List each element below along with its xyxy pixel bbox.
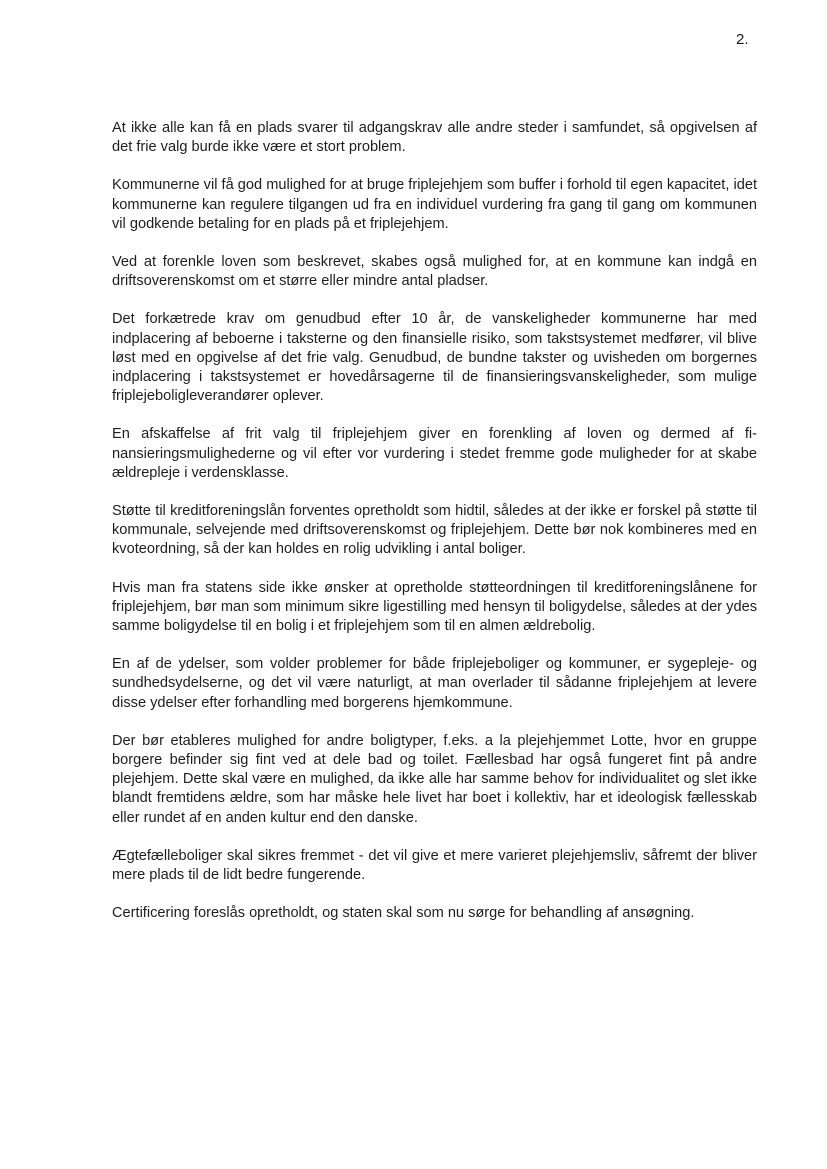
paragraph-8: En af de ydelser, som volder problemer for både friplejeboliger og kommuner, er sygepleje- og sundhedsydelserne, og det vil være naturligt, at man overlader til sådanne friplejehjem at levere disse ydelser efter forhandling med borgerens hjemkommune. <box>112 656 757 711</box>
paragraph-1: At ikke alle kan få en plads svarer til adgangskrav alle andre steder i samfundet, så opgivelsen af det frie valg burde ikke være et stort problem. <box>112 120 757 156</box>
paragraph-2: Kommunerne vil få god mulighed for at bruge friplejehjem som buffer i forhold til egen kapacitet, idet kommunerne kan regulere tilgangen ud fra en individuel vurdering fra gang til gang om kommunen vil godkende betaling for en plads på et friplejehjem. <box>112 177 757 232</box>
paragraph-9: Der bør etableres mulighed for andre boligtyper, f.eks. a la plejehjemmet Lotte, hvor en gruppe borgere befinder sig fint ved at dele bad og toilet. Fællesbad har også fungeret fint på andre plejehjem. Dette skal være en mulighed, da ikke alle har samme behov for individualitet og slet ikke blandt fremtidens ældre, som har måske hele livet har boet i kollektiv, har et ideologisk fællesskab eller rundet af en anden kultur end den danske. <box>112 732 757 826</box>
paragraph-7: Hvis man fra statens side ikke ønsker at opretholde støtteordningen til kreditforeningslånene for friplejehjem, bør man som minimum sikre ligestilling med hensyn til boligydelse, således at der ydes samme boligydelse til en bolig i et friplejehjem som til en almen ældrebolig. <box>112 579 757 635</box>
paragraph-11: Certificering foreslås opretholdt, og staten skal som nu sørge for behandling af ansøgning. <box>112 905 695 922</box>
paragraph-5: En afskaffelse af frit valg til friplejehjem giver en forenkling af loven og dermed af finansieringsmulighederne og vil efter vor vurdering i stedet fremme gode muligheder for at skabe ældrepleje i verdensklasse. <box>112 426 757 481</box>
paragraph-4: Det forkætrede krav om genudbud efter 10 år, de vanskeligheder kommunerne har med indplacering af beboerne i taksterne og den finansielle risiko, som takstsystemet medfører, vil blive løst med en opgivelse af det frie valg. Genudbud, de bundne takster og uvisheden om borgernes indplacering i takstsystemet er hovedårsagerne til de finansieringsvanskeligheder, som mulige friplejeboligleverandører oplever. <box>112 311 757 405</box>
paragraph-3: Ved at forenkle loven som beskrevet, skabes også mulighed for, at en kommune kan indgå en driftsoverenskomst om et større eller mindre antal pladser. <box>112 254 757 290</box>
paragraph-6: Støtte til kreditforeningslån forventes opretholdt som hidtil, således at der ikke er forskel på støtte til kommunale, selvejende med driftsoverenskomst og friplejehjem. Dette bør nok kombineres med en kvoteordning, så der kan holdes en rolig udvikling i antal boliger. <box>112 503 757 558</box>
page-number: 2. <box>736 31 749 48</box>
paragraph-10: Ægtefælleboliger skal sikres fremmet - det vil give et mere varieret plejehjemsliv, såfremt der bliver mere plads til de lidt bedre fungerende. <box>112 847 757 884</box>
document-body <box>112 119 757 924</box>
